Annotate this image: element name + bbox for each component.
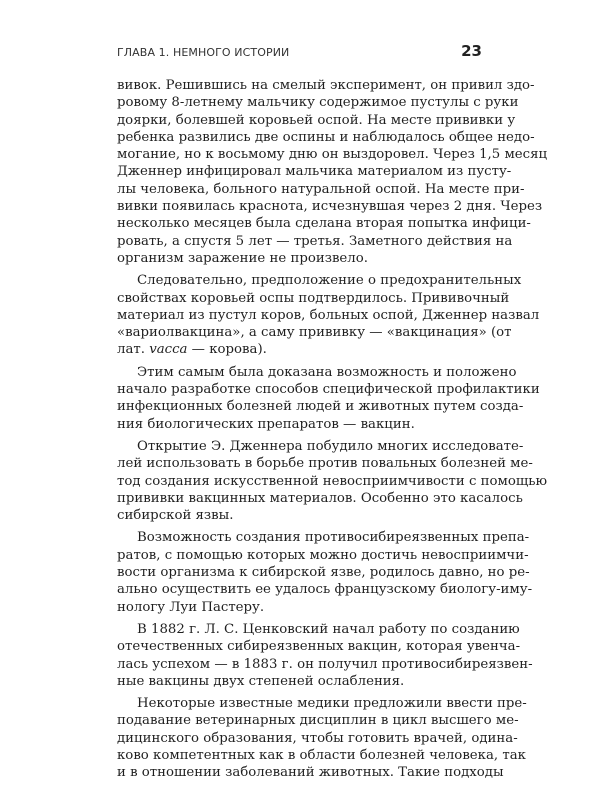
text-line: ровому 8-летнему мальчику содержимое пустулы с руки [117, 95, 519, 111]
text-line [117, 341, 482, 358]
text-line: ния биологических препаратов — вакцин. [117, 416, 415, 432]
paragraph-7 [117, 695, 527, 781]
text-line: Дженнер инфицировал мальчика материалом из пусту- [117, 164, 512, 180]
text-line: несколько месяцев была сделана вторая попытка инфици- [117, 216, 531, 232]
running-header [117, 44, 482, 62]
text-line: лась успехом — в 1883 г. он получил противосибиреязвен- [117, 656, 533, 672]
text-line: Открытие Э. Дженнера побудило многих исследовате- [137, 438, 524, 454]
text-line: ребенка развились две оспины и наблюдалось общее недо- [117, 129, 535, 145]
text-line: и в отношении заболеваний животных. Такие подходы [117, 765, 504, 781]
text-line: отечественных сибиреязвенных вакцин, которая увенча- [117, 639, 521, 655]
page-number: 23 [461, 42, 482, 60]
text-fragment: — корова). [187, 342, 267, 358]
text-line: Этим самым была доказана возможность и положено [137, 364, 517, 380]
paragraph-2 [117, 272, 540, 358]
text-line: материал из пустул коров, больных оспой, Дженнер назвал [117, 307, 540, 323]
paragraph-3 [117, 364, 540, 433]
text-line: ратов, с помощью которых можно достичь невосприимчи- [117, 547, 529, 563]
latin-term: vacca [149, 342, 188, 358]
text-line: лы человека, больного натуральной оспой. На месте при- [117, 181, 525, 197]
text-line: ально осуществить ее удалось французскому биологу-иму- [117, 582, 533, 598]
text-line: свойствах коровьей оспы подтвердилось. Прививочный [117, 290, 510, 306]
text-line: Следовательно, предположение о предохранительных [137, 273, 522, 289]
text-line: лей использовать в борьбе против повальных болезней ме- [117, 456, 533, 472]
body-text [117, 77, 548, 787]
text-line: вости организма к сибирской язве, родилось давно, но ре- [117, 565, 530, 581]
text-line: начало разработке способов специфической профилактики [117, 382, 540, 398]
text-line: «вариолвакцина», а саму прививку — «вакцинация» (от [117, 325, 512, 341]
paragraph-1 [117, 77, 548, 267]
text-line: Возможность создания противосибиреязвенных препа- [137, 530, 530, 546]
paragraph-4 [117, 438, 548, 524]
chapter-title: ГЛАВА 1. НЕМНОГО ИСТОРИИ [117, 46, 290, 59]
text-line: сибирской язвы. [117, 508, 234, 524]
text-line: тод создания искусственной невосприимчивости с помощью [117, 473, 548, 489]
text-line: вивки появилась краснота, исчезнувшая через 2 дня. Через [117, 199, 543, 215]
text-line: ровать, а спустя 5 лет — третья. Заметного действия на [117, 233, 513, 249]
paragraph-6 [117, 621, 533, 690]
text-line: В 1882 г. Л. С. Ценковский начал работу по созданию [137, 621, 520, 637]
text-line: подавание ветеринарных дисциплин в цикл высшего ме- [117, 713, 519, 729]
text-line: ково компетентных как в области болезней человека, так [117, 747, 526, 763]
text-line: нологу Луи Пастеру. [117, 599, 265, 615]
text-line: инфекционных болезней людей и животных путем созда- [117, 399, 524, 415]
paragraph-5 [117, 529, 533, 615]
text-line: доярки, болевшей коровьей оспой. На месте прививки у [117, 112, 516, 128]
text-line: организм заражение не произвело. [117, 250, 368, 266]
text-line: ные вакцины двух степеней ослабления. [117, 673, 405, 689]
text-line: прививки вакцинных материалов. Особенно это касалось [117, 490, 523, 506]
text-line: вивок. Решившись на смелый эксперимент, он привил здо- [117, 78, 535, 93]
text-line: могание, но к восьмому дню он выздоровел. Через 1,5 месяц [117, 147, 548, 163]
text-line: дицинского образования, чтобы готовить врачей, одина- [117, 730, 518, 746]
text-line: Некоторые известные медики предложили ввести пре- [137, 696, 527, 712]
text-fragment: лат. [117, 342, 150, 358]
